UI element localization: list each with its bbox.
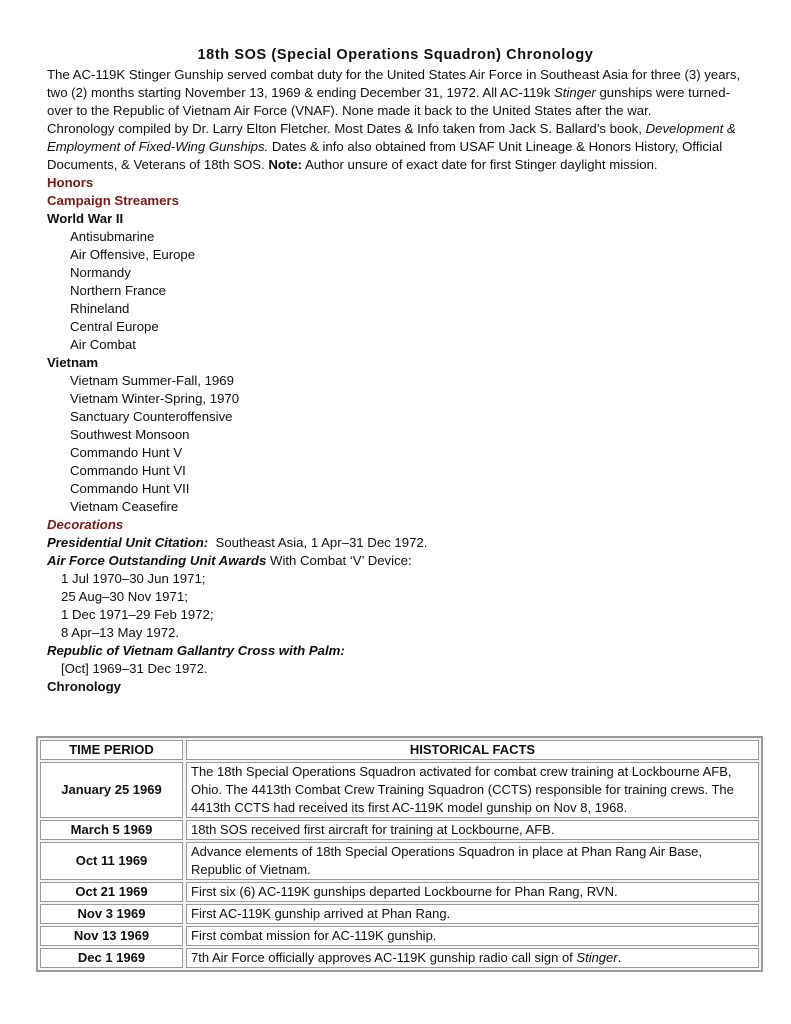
list-item: Air Combat <box>70 337 136 352</box>
campaign-streamers-heading: Campaign Streamers <box>47 193 179 208</box>
list-item: Commando Hunt V <box>70 445 183 460</box>
rvn-gallantry-text: [Oct] 1969–31 Dec 1972. <box>61 661 208 676</box>
chronology-heading: Chronology <box>47 679 121 694</box>
row-date: Oct 21 1969 <box>40 882 183 902</box>
row-fact: The 18th Special Operations Squadron activated for combat crew training at Lockbourne AFB, Ohio. The 4413th Combat Crew Training Squadron (CCTS) responsible for training crews. The 4413th CCTS had received its first AC-119K model gunship on Nov 8, 1968. <box>186 762 759 818</box>
list-item: Northern France <box>70 283 167 298</box>
table-header-row <box>40 740 759 760</box>
intro-paragraph-2 <box>47 120 752 174</box>
table-row <box>40 948 759 968</box>
afoua-list <box>47 570 752 642</box>
col-header-historical-facts: HISTORICAL FACTS <box>186 740 759 760</box>
row-fact: First six (6) AC-119K gunships departed Lockbourne for Phan Rang, RVN. <box>186 882 759 902</box>
intro-text: Dates & info also obtained from USAF Unit Lineage & Honors History, Official Documents, & Veterans of 18th SOS. <box>47 139 723 172</box>
vietnam-list <box>47 372 752 516</box>
list-item: 25 Aug–30 Nov 1971; <box>61 589 188 604</box>
list-item: Central Europe <box>70 319 159 334</box>
list-item: Vietnam Summer-Fall, 1969 <box>70 373 234 388</box>
puc-line <box>47 534 752 552</box>
list-item: 8 Apr–13 May 1972. <box>61 625 180 640</box>
row-fact <box>186 948 759 968</box>
afoua-line <box>47 552 752 570</box>
afoua-label: Air Force Outstanding Unit Awards <box>47 553 267 568</box>
row-date: March 5 1969 <box>40 820 183 840</box>
note-label: Note: <box>268 157 303 172</box>
afoua-text: With Combat ‘V’ Device: <box>266 553 412 568</box>
rvn-gallantry-label: Republic of Vietnam Gallantry Cross with Palm: <box>47 643 345 658</box>
list-item: Sanctuary Counteroffensive <box>70 409 233 424</box>
vietnam-heading: Vietnam <box>47 355 99 370</box>
row-date: January 25 1969 <box>40 762 183 818</box>
list-item: 1 Dec 1971–29 Feb 1972; <box>61 607 214 622</box>
intro-text: Chronology compiled by Dr. Larry Elton Fletcher. Most Dates & Info taken from Jack S. Ballard’s book, <box>47 121 646 136</box>
note-text: Author unsure of exact date for first Stinger daylight mission. <box>302 157 658 172</box>
table-row <box>40 842 759 880</box>
list-item: Antisubmarine <box>70 229 155 244</box>
chronology-table <box>36 736 763 972</box>
row-date: Nov 3 1969 <box>40 904 183 924</box>
intro-text: The AC-119K Stinger Gunship served combat duty for the United States Air Force in Southeast Asia for three (3) years, two (2) months starting November 13, 1969 & ending December 31, 1972. All AC-119k <box>47 67 741 100</box>
table-row <box>40 904 759 924</box>
table-row <box>40 926 759 946</box>
intro-paragraph-1 <box>47 66 752 120</box>
document-body <box>47 66 752 696</box>
row-fact: First AC-119K gunship arrived at Phan Rang. <box>186 904 759 924</box>
list-item: Southwest Monsoon <box>70 427 190 442</box>
row-date: Oct 11 1969 <box>40 842 183 880</box>
honors-heading: Honors <box>47 175 94 190</box>
list-item: Vietnam Ceasefire <box>70 499 179 514</box>
fact-text: 7th Air Force officially approves AC-119K gunship radio call sign of <box>191 950 577 965</box>
page-title: 18th SOS (Special Operations Squadron) Chronology <box>197 47 594 63</box>
list-item: Commando Hunt VI <box>70 463 186 478</box>
call-sign: Stinger <box>576 950 618 965</box>
list-item: Normandy <box>70 265 131 280</box>
list-item: Rhineland <box>70 301 130 316</box>
puc-text: Southeast Asia, 1 Apr–31 Dec 1972. <box>208 535 428 550</box>
intro-emphasis: Stinger <box>554 85 596 100</box>
row-date: Dec 1 1969 <box>40 948 183 968</box>
row-fact: Advance elements of 18th Special Operations Squadron in place at Phan Rang Air Base, Republic of Vietnam. <box>186 842 759 880</box>
puc-label: Presidential Unit Citation: <box>47 535 209 550</box>
row-fact: First combat mission for AC-119K gunship. <box>186 926 759 946</box>
book-title: Development & Employment of Fixed-Wing Gunships. <box>47 121 736 154</box>
row-date: Nov 13 1969 <box>40 926 183 946</box>
list-item: 1 Jul 1970–30 Jun 1971; <box>61 571 206 586</box>
col-header-time-period: TIME PERIOD <box>40 740 183 760</box>
ww2-list <box>47 228 752 354</box>
fact-text: . <box>617 950 622 965</box>
table-row <box>40 762 759 818</box>
list-item: Vietnam Winter-Spring, 1970 <box>70 391 240 406</box>
ww2-heading: World War II <box>47 211 124 226</box>
decorations-heading: Decorations <box>47 517 124 532</box>
intro-text: gunships were turned-over to the Republic of Vietnam Air Force (VNAF). None made it back to the United States after the war. <box>47 85 730 118</box>
table-row <box>40 820 759 840</box>
list-item: Commando Hunt VII <box>70 481 190 496</box>
list-item: Air Offensive, Europe <box>70 247 196 262</box>
row-fact: 18th SOS received first aircraft for training at Lockbourne, AFB. <box>186 820 759 840</box>
table-row <box>40 882 759 902</box>
